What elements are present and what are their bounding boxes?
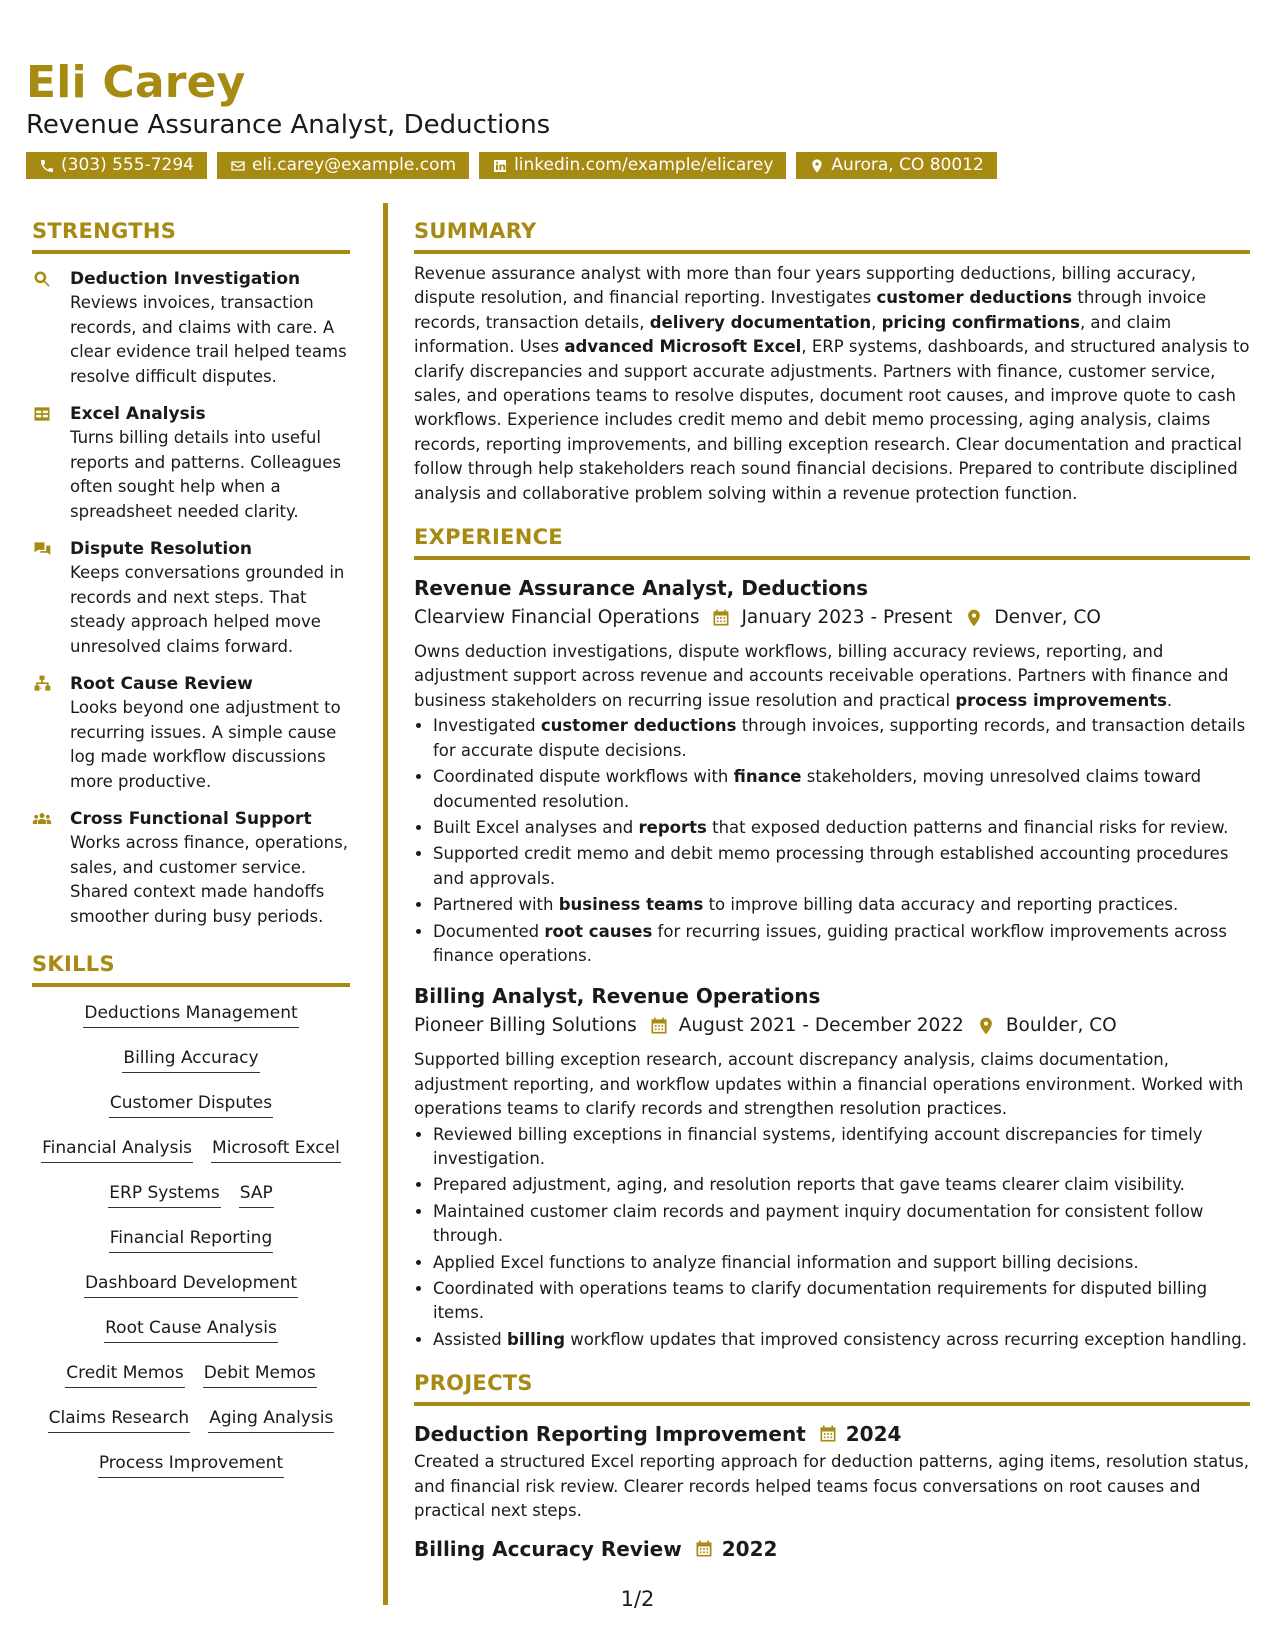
column-divider	[383, 203, 388, 1605]
job-meta	[414, 604, 1250, 632]
job-meta	[414, 1012, 1250, 1040]
text-run: Assisted	[433, 1329, 508, 1349]
bold-text: reports	[638, 817, 707, 837]
contact-email-text: eli.carey@example.com	[251, 155, 457, 175]
skill-tag: Financial Analysis	[41, 1136, 193, 1163]
project-title-row	[414, 1535, 1250, 1563]
strength-item	[32, 402, 350, 524]
strength-title: Root Cause Review	[70, 674, 253, 694]
job-company: Pioneer Billing Solutions	[414, 1015, 637, 1037]
bullet-item	[433, 1173, 1250, 1197]
bold-text: business teams	[558, 895, 704, 915]
contact-location	[796, 152, 996, 179]
summary-text	[414, 262, 1250, 506]
strengths-heading: STRENGTHS	[32, 219, 177, 243]
contact-phone-text: (303) 555-7294	[61, 155, 194, 175]
skill-tag: Dashboard Development	[84, 1271, 298, 1298]
section-divider	[32, 983, 350, 987]
location-pin-icon	[964, 608, 984, 628]
chat-bubbles-icon	[32, 539, 52, 559]
strength-desc: Looks beyond one adjustment to recurring issues. A simple cause log made workflow discussions more productive.	[70, 698, 341, 791]
job-bullets	[414, 714, 1250, 968]
text-run: ,	[871, 312, 882, 332]
skill-row	[65, 1361, 317, 1406]
skill-row	[104, 1316, 278, 1361]
bold-text: root causes	[544, 921, 653, 941]
bold-text: customer deductions	[540, 716, 737, 736]
location-pin-icon	[976, 1016, 996, 1036]
calendar-icon	[818, 1424, 838, 1444]
skill-tag: Aging Analysis	[208, 1406, 334, 1433]
text-run: Built Excel analyses and	[433, 817, 639, 837]
skill-tag: Financial Reporting	[109, 1226, 274, 1253]
project-year: 2022	[721, 1537, 778, 1562]
text-run: Prepared adjustment, aging, and resolution reports that gave teams clearer claim visibility.	[433, 1175, 1185, 1195]
projects-heading: PROJECTS	[414, 1371, 533, 1396]
skill-tag: Deductions Management	[83, 1001, 298, 1028]
strength-item	[32, 672, 350, 794]
calendar-icon	[694, 1539, 714, 1559]
project-entry	[414, 1535, 1250, 1563]
text-run: Owns deduction investigations, dispute workflows, billing accuracy reviews, reporting, and adjustment support across revenue and accounts receivable operations. Partners with finance and business stakeholders on recurring issue resolution and practical	[414, 642, 1229, 710]
job-list	[414, 574, 1250, 1352]
strength-title: Dispute Resolution	[70, 539, 252, 559]
contact-phone[interactable]	[26, 152, 207, 179]
text-run: Maintained customer claim records and payment inquiry documentation for consistent follow through.	[433, 1201, 1204, 1246]
text-run: Documented	[433, 921, 545, 941]
linkedin-icon	[492, 158, 508, 174]
skill-tag: SAP	[239, 1181, 274, 1208]
summary-heading: SUMMARY	[414, 219, 537, 243]
skill-row	[83, 1001, 298, 1046]
bullet-item	[433, 920, 1250, 969]
job-dates: August 2021 - December 2022	[678, 1015, 964, 1037]
bullet-item	[433, 1200, 1250, 1249]
skill-tag: Claims Research	[48, 1406, 191, 1433]
bullet-item	[433, 816, 1250, 840]
skill-row	[109, 1091, 273, 1136]
candidate-name: Eli Carey	[26, 57, 246, 108]
skill-tag: Credit Memos	[65, 1361, 184, 1388]
bold-text: delivery documentation	[649, 312, 872, 332]
magnifier-icon	[32, 269, 52, 289]
location-pin-icon	[809, 158, 825, 174]
text-run: workflow updates that improved consistency across recurring exception handling.	[565, 1329, 1247, 1349]
page-indicator: 1/2	[620, 1587, 655, 1611]
left-column	[32, 218, 350, 1496]
skill-row	[48, 1406, 335, 1451]
skill-tag: Debit Memos	[203, 1361, 317, 1388]
contact-email[interactable]	[217, 152, 469, 179]
text-run: Coordinated with operations teams to clarify documentation requirements for disputed billing items.	[433, 1279, 1208, 1323]
project-entry	[414, 1420, 1250, 1523]
skill-row	[122, 1046, 259, 1091]
text-run: Revenue assurance analyst with more than four years supporting deductions, billing accuracy, dispute resolution, and financial reporting. Investigates	[414, 264, 1197, 308]
calendar-icon	[711, 608, 731, 628]
job-entry	[414, 982, 1250, 1352]
text-run: stakeholders, moving unresolved claims toward documented resolution.	[433, 767, 1202, 811]
skill-tag: Billing Accuracy	[122, 1046, 259, 1073]
contact-linkedin-text: linkedin.com/example/elicarey	[514, 155, 774, 175]
strength-desc: Reviews invoices, transaction records, and claims with care. A clear evidence trail helped teams resolve difficult disputes.	[70, 293, 347, 386]
contact-location-text: Aurora, CO 80012	[831, 155, 984, 175]
text-run: Supported credit memo and debit memo processing through established accounting procedures and approvals.	[433, 844, 1229, 888]
bold-text: advanced Microsoft Excel	[564, 337, 802, 357]
text-run: Partnered with	[433, 895, 559, 915]
phone-icon	[39, 158, 55, 174]
right-column	[414, 218, 1250, 1563]
strength-item	[32, 807, 350, 929]
bold-text: billing	[507, 1329, 566, 1349]
bullet-item	[433, 1277, 1250, 1326]
contact-bar	[26, 152, 997, 179]
job-title: Revenue Assurance Analyst, Deductions	[414, 576, 869, 601]
project-description: Created a structured Excel reporting approach for deduction patterns, aging items, resolution status, and financial risk review. Clearer records helped teams focus conversations on root causes and practical next steps.	[414, 1452, 1249, 1521]
skill-row	[108, 1181, 273, 1226]
section-divider	[414, 556, 1250, 560]
strength-item	[32, 267, 350, 389]
bullet-item	[433, 1328, 1250, 1352]
strength-title: Deduction Investigation	[70, 269, 301, 289]
text-run: .	[1166, 690, 1173, 710]
text-run: Coordinated dispute workflows with	[433, 767, 734, 787]
table-icon	[32, 404, 52, 424]
skill-tag: Process Improvement	[98, 1451, 284, 1478]
skill-tag: Root Cause Analysis	[104, 1316, 278, 1343]
section-divider	[414, 250, 1250, 254]
text-run: Investigated	[433, 716, 541, 736]
text-run: that exposed deduction patterns and financial risks for review.	[706, 817, 1229, 837]
text-run: , ERP systems, dashboards, and structured analysis to clarify discrepancies and support accurate adjustments. Partners with finance, customer service, sales, and operations teams to resolve disputes, document root causes, and improve quote to cash workflows. Experience includes credit memo and debit memo processing, aging analysis, claims records, reporting improvements, and billing exception research. Clear documentation and practical follow through help stakeholders reach sound financial decisions. Prepared to contribute disciplined analysis and collaborative problem solving within a revenue protection function.	[414, 337, 1250, 503]
job-description	[414, 1048, 1250, 1121]
strength-desc: Works across finance, operations, sales, and customer service. Shared context made handoffs smoother during busy periods.	[70, 833, 348, 926]
job-entry	[414, 574, 1250, 968]
bullet-item	[433, 765, 1250, 814]
bold-text: finance	[733, 767, 802, 787]
section-divider	[414, 1402, 1250, 1406]
text-run: through invoices, supporting records, and transaction details for accurate dispute decisions.	[433, 716, 1246, 760]
experience-heading: EXPERIENCE	[414, 525, 563, 550]
job-dates: January 2023 - Present	[741, 607, 953, 629]
strength-item	[32, 537, 350, 659]
bold-text: customer deductions	[876, 288, 1073, 308]
people-group-icon	[32, 809, 52, 829]
skill-tag: ERP Systems	[108, 1181, 220, 1208]
project-title: Deduction Reporting Improvement	[414, 1422, 806, 1447]
text-run: Supported billing exception research, account discrepancy analysis, claims documentation, adjustment reporting, and workflow updates within a financial operations environment. Worked with operations teams to clarify records and strengthen resolution practices.	[414, 1050, 1244, 1119]
skill-row	[41, 1136, 341, 1181]
text-run: for recurring issues, guiding practical workflow improvements across finance operations.	[433, 921, 1227, 965]
bullet-item	[433, 842, 1250, 891]
text-run: Reviewed billing exceptions in financial systems, identifying account discrepancies for timely investigation.	[433, 1124, 1203, 1168]
text-run: to improve billing data accuracy and reporting practices.	[703, 895, 1179, 915]
job-description	[414, 640, 1250, 713]
candidate-title: Revenue Assurance Analyst, Deductions	[26, 110, 551, 140]
bullet-item	[433, 714, 1250, 763]
text-run: through invoice records, transaction details,	[414, 288, 1207, 332]
text-run: , and claim information. Uses	[414, 312, 1172, 357]
project-title-row	[414, 1420, 1250, 1448]
strength-title: Excel Analysis	[70, 404, 206, 424]
strength-desc: Turns billing details into useful reports and patterns. Colleagues often sought help when a spreadsheet needed clarity.	[70, 428, 341, 521]
job-bullets	[414, 1123, 1250, 1353]
bullet-item	[433, 893, 1250, 917]
contact-linkedin[interactable]	[479, 152, 786, 179]
envelope-icon	[230, 158, 246, 174]
job-location: Denver, CO	[994, 607, 1101, 629]
skills-heading: SKILLS	[32, 952, 115, 976]
bullet-item	[433, 1123, 1250, 1172]
job-company: Clearview Financial Operations	[414, 607, 700, 629]
project-list	[414, 1420, 1250, 1563]
strength-title: Cross Functional Support	[70, 809, 312, 829]
org-chart-icon	[32, 674, 52, 694]
skill-row	[98, 1451, 284, 1496]
skill-row	[109, 1226, 274, 1271]
strength-desc: Keeps conversations grounded in records and next steps. That steady approach helped move unresolved claims forward.	[70, 563, 345, 656]
job-location: Boulder, CO	[1005, 1015, 1117, 1037]
job-title: Billing Analyst, Revenue Operations	[414, 984, 821, 1009]
skills-list	[32, 1001, 350, 1496]
bold-text: process improvements	[955, 690, 1167, 710]
bullet-item	[433, 1251, 1250, 1275]
skill-tag: Customer Disputes	[109, 1091, 273, 1118]
text-run: Applied Excel functions to analyze financial information and support billing decisions.	[433, 1252, 1139, 1272]
section-divider	[32, 250, 350, 254]
skill-tag: Microsoft Excel	[211, 1136, 341, 1163]
bold-text: pricing confirmations	[881, 312, 1080, 332]
project-year: 2024	[845, 1422, 902, 1447]
calendar-icon	[649, 1016, 669, 1036]
skill-row	[84, 1271, 298, 1316]
project-title: Billing Accuracy Review	[414, 1537, 682, 1562]
